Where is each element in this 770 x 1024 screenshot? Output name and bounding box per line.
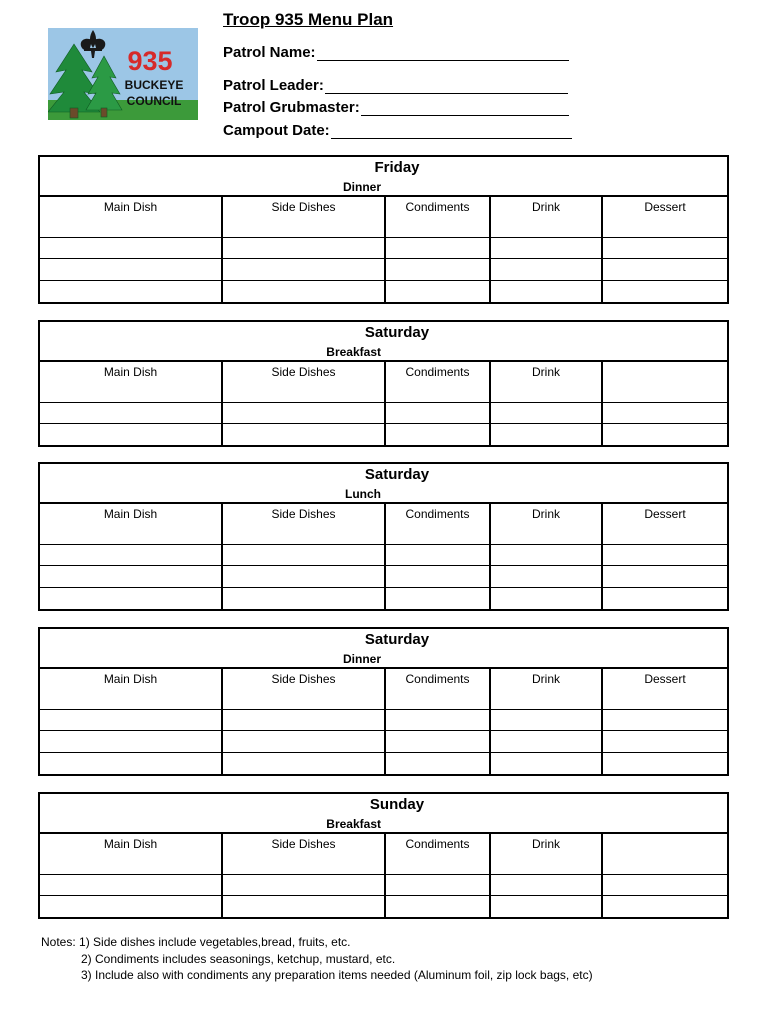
menu-entry-cell[interactable] <box>385 896 490 917</box>
menu-entry-cell[interactable] <box>222 523 385 544</box>
header-main-dish: Main Dish <box>40 197 222 216</box>
meal-header <box>40 629 727 669</box>
meal-section <box>38 627 729 776</box>
meal-header <box>40 794 727 834</box>
header-drink: Drink <box>490 197 602 216</box>
header-drink: Drink <box>490 362 602 381</box>
table-row <box>40 853 727 874</box>
field-label: Patrol Grubmaster: <box>223 99 360 116</box>
table-row <box>40 709 727 730</box>
menu-entry-cell[interactable] <box>602 280 727 301</box>
notes <box>41 934 593 984</box>
menu-entry-cell[interactable] <box>602 402 727 423</box>
header-side-dishes: Side Dishes <box>222 669 385 688</box>
menu-entry-cell[interactable] <box>40 280 222 301</box>
menu-entry-cell[interactable] <box>602 424 727 445</box>
header-drink: Drink <box>490 504 602 523</box>
header-dessert <box>602 834 727 853</box>
menu-entry-cell[interactable] <box>490 381 602 402</box>
menu-entry-cell[interactable] <box>385 216 490 237</box>
meal-header <box>40 157 727 197</box>
field-blank-line[interactable] <box>331 124 572 139</box>
header-main-dish: Main Dish <box>40 362 222 381</box>
menu-entry-cell[interactable] <box>385 280 490 301</box>
menu-entry-cell[interactable] <box>222 402 385 423</box>
menu-entry-cell[interactable] <box>490 688 602 709</box>
menu-entry-cell[interactable] <box>222 544 385 565</box>
menu-entry-cell[interactable] <box>602 237 727 258</box>
field-label: Patrol Leader: <box>223 77 324 94</box>
menu-entry-cell[interactable] <box>40 566 222 587</box>
menu-entry-cell[interactable] <box>40 523 222 544</box>
table-row <box>40 544 727 565</box>
header-side-dishes: Side Dishes <box>222 362 385 381</box>
table-row <box>40 688 727 709</box>
table-row <box>40 237 727 258</box>
header-condiments: Condiments <box>385 834 490 853</box>
menu-entry-cell[interactable] <box>385 402 490 423</box>
meal-header <box>40 464 727 504</box>
field-label: Campout Date: <box>223 122 330 139</box>
table-row <box>40 280 727 301</box>
menu-entry-cell[interactable] <box>385 731 490 752</box>
meal-name: Lunch <box>345 487 381 501</box>
menu-entry-cell[interactable] <box>602 587 727 608</box>
menu-entry-cell[interactable] <box>385 381 490 402</box>
menu-entry-cell[interactable] <box>490 216 602 237</box>
menu-entry-cell[interactable] <box>40 402 222 423</box>
table-row <box>40 731 727 752</box>
menu-entry-cell[interactable] <box>40 259 222 280</box>
header-dessert: Dessert <box>644 199 686 214</box>
meal-table <box>40 669 727 774</box>
logo-line2: COUNCIL <box>126 94 182 108</box>
menu-entry-cell[interactable] <box>40 896 222 917</box>
menu-entry-cell[interactable] <box>40 874 222 895</box>
header-condiments: Condiments <box>385 197 490 216</box>
field-blank-line[interactable] <box>361 101 569 116</box>
menu-entry-cell[interactable] <box>222 566 385 587</box>
menu-entry-cell[interactable] <box>222 709 385 730</box>
menu-entry-cell[interactable] <box>385 752 490 773</box>
header-side-dishes: Side Dishes <box>222 834 385 853</box>
menu-entry-cell[interactable] <box>490 731 602 752</box>
menu-entry-cell[interactable] <box>385 544 490 565</box>
menu-entry-cell[interactable] <box>40 688 222 709</box>
table-row <box>40 381 727 402</box>
menu-entry-cell[interactable] <box>40 237 222 258</box>
table-row <box>40 896 727 917</box>
menu-entry-cell[interactable] <box>385 259 490 280</box>
menu-entry-cell[interactable] <box>222 237 385 258</box>
menu-entry-cell[interactable] <box>222 874 385 895</box>
menu-entry-cell[interactable] <box>490 896 602 917</box>
menu-entry-cell[interactable] <box>385 523 490 544</box>
menu-entry-cell[interactable] <box>40 544 222 565</box>
menu-entry-cell[interactable] <box>385 566 490 587</box>
menu-entry-cell[interactable] <box>602 853 727 874</box>
meal-day: Saturday <box>364 324 430 341</box>
menu-entry-cell[interactable] <box>385 853 490 874</box>
menu-entry-cell[interactable] <box>490 424 602 445</box>
field-blank-line[interactable] <box>325 79 568 94</box>
meal-table <box>40 197 727 302</box>
menu-entry-cell[interactable] <box>40 216 222 237</box>
menu-entry-cell[interactable] <box>490 587 602 608</box>
note-line: 2) Condiments includes seasonings, ketchup, mustard, etc. <box>81 951 396 966</box>
note-line: Notes: 1) Side dishes include vegetables,bread, fruits, etc. <box>41 935 351 949</box>
header-dessert: Dessert <box>644 506 686 521</box>
menu-entry-cell[interactable] <box>490 259 602 280</box>
header-main-dish: Main Dish <box>40 504 222 523</box>
menu-entry-cell[interactable] <box>490 523 602 544</box>
meal-name: Breakfast <box>326 345 381 359</box>
menu-entry-cell[interactable] <box>40 731 222 752</box>
table-row <box>40 752 727 773</box>
header-drink: Drink <box>490 669 602 688</box>
buckeye-council-logo <box>48 28 198 120</box>
menu-entry-cell[interactable] <box>602 896 727 917</box>
header-condiments: Condiments <box>385 504 490 523</box>
header-condiments: Condiments <box>385 669 490 688</box>
menu-entry-cell[interactable] <box>222 259 385 280</box>
table-row <box>40 424 727 445</box>
menu-entry-cell[interactable] <box>602 566 727 587</box>
campout-date-field[interactable] <box>223 122 572 139</box>
menu-entry-cell[interactable] <box>385 709 490 730</box>
table-row <box>40 587 727 608</box>
meal-section <box>38 462 729 611</box>
menu-entry-cell[interactable] <box>222 731 385 752</box>
menu-entry-cell[interactable] <box>222 587 385 608</box>
meal-day: Friday <box>374 159 420 176</box>
menu-entry-cell[interactable] <box>222 424 385 445</box>
logo-number: 935 <box>127 46 173 76</box>
menu-entry-cell[interactable] <box>602 381 727 402</box>
header-side-dishes: Side Dishes <box>222 197 385 216</box>
field-label: Patrol Name: <box>223 44 316 61</box>
menu-entry-cell[interactable] <box>40 424 222 445</box>
meal-day: Saturday <box>364 631 430 648</box>
menu-entry-cell[interactable] <box>40 853 222 874</box>
menu-entry-cell[interactable] <box>490 752 602 773</box>
meal-table <box>40 504 727 609</box>
menu-entry-cell[interactable] <box>602 874 727 895</box>
table-row <box>40 216 727 237</box>
menu-entry-cell[interactable] <box>602 544 727 565</box>
menu-entry-cell[interactable] <box>222 752 385 773</box>
header-condiments: Condiments <box>385 362 490 381</box>
menu-entry-cell[interactable] <box>222 381 385 402</box>
menu-entry-cell[interactable] <box>40 709 222 730</box>
meal-table <box>40 834 727 917</box>
logo-line1: BUCKEYE <box>124 78 184 92</box>
menu-entry-cell[interactable] <box>602 523 727 544</box>
menu-entry-cell[interactable] <box>222 896 385 917</box>
menu-entry-cell[interactable] <box>602 259 727 280</box>
menu-entry-cell[interactable] <box>602 752 727 773</box>
menu-entry-cell[interactable] <box>490 874 602 895</box>
menu-entry-cell[interactable] <box>602 709 727 730</box>
menu-entry-cell[interactable] <box>222 853 385 874</box>
menu-entry-cell[interactable] <box>602 216 727 237</box>
header-dessert <box>602 362 727 381</box>
meal-header <box>40 322 727 362</box>
table-row <box>40 259 727 280</box>
menu-entry-cell[interactable] <box>385 688 490 709</box>
table-row <box>40 402 727 423</box>
table-row <box>40 874 727 895</box>
menu-entry-cell[interactable] <box>385 587 490 608</box>
menu-entry-cell[interactable] <box>40 587 222 608</box>
meal-table <box>40 362 727 445</box>
menu-entry-cell[interactable] <box>490 237 602 258</box>
meal-name: Dinner <box>342 180 381 194</box>
patrol-leader-field[interactable] <box>223 77 568 94</box>
menu-entry-cell[interactable] <box>385 237 490 258</box>
meal-section <box>38 155 729 304</box>
menu-entry-cell[interactable] <box>602 731 727 752</box>
menu-entry-cell[interactable] <box>490 566 602 587</box>
header-dessert: Dessert <box>644 671 686 686</box>
table-row <box>40 566 727 587</box>
patrol-grubmaster-field[interactable] <box>223 99 569 116</box>
header-side-dishes: Side Dishes <box>222 504 385 523</box>
patrol-name-field[interactable] <box>223 44 569 61</box>
meal-section <box>38 792 729 919</box>
menu-entry-cell[interactable] <box>490 709 602 730</box>
menu-entry-cell[interactable] <box>490 280 602 301</box>
meal-name: Breakfast <box>326 817 381 831</box>
menu-entry-cell[interactable] <box>602 688 727 709</box>
table-row <box>40 523 727 544</box>
header-drink: Drink <box>490 834 602 853</box>
header-main-dish: Main Dish <box>40 834 222 853</box>
menu-entry-cell[interactable] <box>490 402 602 423</box>
menu-entry-cell[interactable] <box>385 874 490 895</box>
menu-entry-cell[interactable] <box>40 752 222 773</box>
menu-entry-cell[interactable] <box>385 424 490 445</box>
menu-entry-cell[interactable] <box>222 280 385 301</box>
field-blank-line[interactable] <box>317 46 569 61</box>
meal-name: Dinner <box>342 652 381 666</box>
menu-entry-cell[interactable] <box>40 381 222 402</box>
menu-entry-cell[interactable] <box>222 688 385 709</box>
menu-entry-cell[interactable] <box>490 853 602 874</box>
page-title: Troop 935 Menu Plan <box>223 10 394 29</box>
header-main-dish: Main Dish <box>40 669 222 688</box>
menu-entry-cell[interactable] <box>490 544 602 565</box>
meal-day: Sunday <box>369 796 425 813</box>
menu-entry-cell[interactable] <box>222 216 385 237</box>
meal-day: Saturday <box>364 466 430 483</box>
note-line: 3) Include also with condiments any preparation items needed (Aluminum foil, zip lock bags, etc) <box>81 968 593 982</box>
meal-section <box>38 320 729 447</box>
